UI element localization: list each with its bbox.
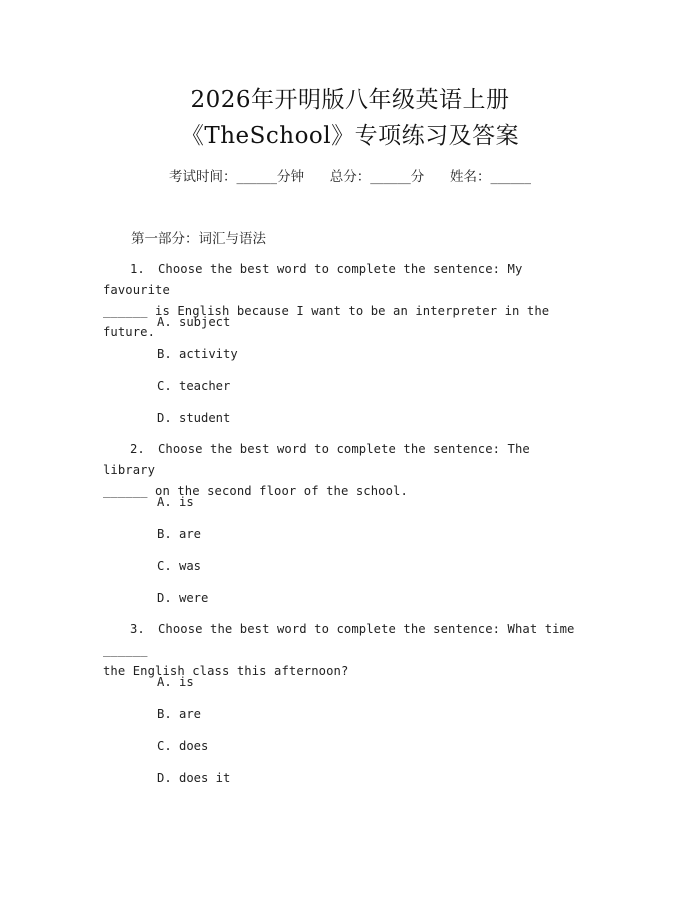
option-2b[interactable] bbox=[157, 524, 201, 544]
option-text: were bbox=[179, 591, 209, 605]
option-letter: A. bbox=[157, 675, 172, 689]
question-text-line1: Choose the best word to complete the sentence: What time ______ bbox=[103, 622, 575, 657]
option-text: subject bbox=[179, 315, 231, 329]
option-text: are bbox=[179, 527, 202, 541]
option-2d[interactable] bbox=[157, 588, 208, 608]
option-letter: C. bbox=[157, 379, 172, 393]
question-number: 1. bbox=[130, 262, 145, 276]
score-unit: 分 bbox=[410, 169, 425, 185]
option-letter: B. bbox=[157, 707, 172, 721]
option-text: is bbox=[179, 495, 194, 509]
time-unit: 分钟 bbox=[277, 169, 304, 185]
option-text: does it bbox=[179, 771, 231, 785]
option-text: activity bbox=[179, 347, 238, 361]
option-1a[interactable] bbox=[157, 312, 230, 332]
option-text: does bbox=[179, 739, 209, 753]
option-text: student bbox=[179, 411, 231, 425]
option-1b[interactable] bbox=[157, 344, 238, 364]
name-blank: ______ bbox=[490, 169, 531, 185]
question-text-line2: ______ on the second floor of the school. bbox=[103, 484, 408, 498]
question-number: 3. bbox=[130, 622, 145, 636]
section-title: 第一部分：词汇与语法 bbox=[131, 231, 266, 247]
option-letter: D. bbox=[157, 411, 172, 425]
option-letter: A. bbox=[157, 495, 172, 509]
option-3d[interactable] bbox=[157, 768, 230, 788]
option-text: are bbox=[179, 707, 202, 721]
option-3c[interactable] bbox=[157, 736, 208, 756]
option-letter: D. bbox=[157, 591, 172, 605]
page-title-line2: 《TheSchool》专项练习及答案 bbox=[180, 123, 520, 149]
option-letter: B. bbox=[157, 527, 172, 541]
option-2c[interactable] bbox=[157, 556, 201, 576]
question-text-line1: Choose the best word to complete the sentence: My favourite bbox=[103, 262, 523, 297]
score-blank: ______ bbox=[370, 169, 411, 185]
name-label: 姓名： bbox=[450, 169, 491, 185]
option-3b[interactable] bbox=[157, 704, 201, 724]
question-text-line2: the English class this afternoon? bbox=[103, 664, 349, 678]
score-label: 总分： bbox=[329, 169, 371, 185]
option-1c[interactable] bbox=[157, 376, 230, 396]
option-text: teacher bbox=[179, 379, 231, 393]
page-title-line1: 2026年开明版八年级英语上册 bbox=[190, 87, 510, 113]
time-blank: ______ bbox=[236, 169, 277, 185]
option-letter: C. bbox=[157, 739, 172, 753]
option-letter: A. bbox=[157, 315, 172, 329]
question-number: 2. bbox=[130, 442, 145, 456]
exam-info-line bbox=[0, 167, 700, 187]
option-3a[interactable] bbox=[157, 672, 194, 692]
question-text-line1: Choose the best word to complete the sentence: The library bbox=[103, 442, 530, 477]
option-letter: B. bbox=[157, 347, 172, 361]
option-letter: C. bbox=[157, 559, 172, 573]
option-text: is bbox=[179, 675, 194, 689]
option-1d[interactable] bbox=[157, 408, 230, 428]
option-text: was bbox=[179, 559, 202, 573]
question-text-line2: ______ is English because I want to be an interpreter in the future. bbox=[103, 304, 550, 339]
option-2a[interactable] bbox=[157, 492, 194, 512]
time-label: 考试时间： bbox=[169, 169, 237, 185]
option-letter: D. bbox=[157, 771, 172, 785]
